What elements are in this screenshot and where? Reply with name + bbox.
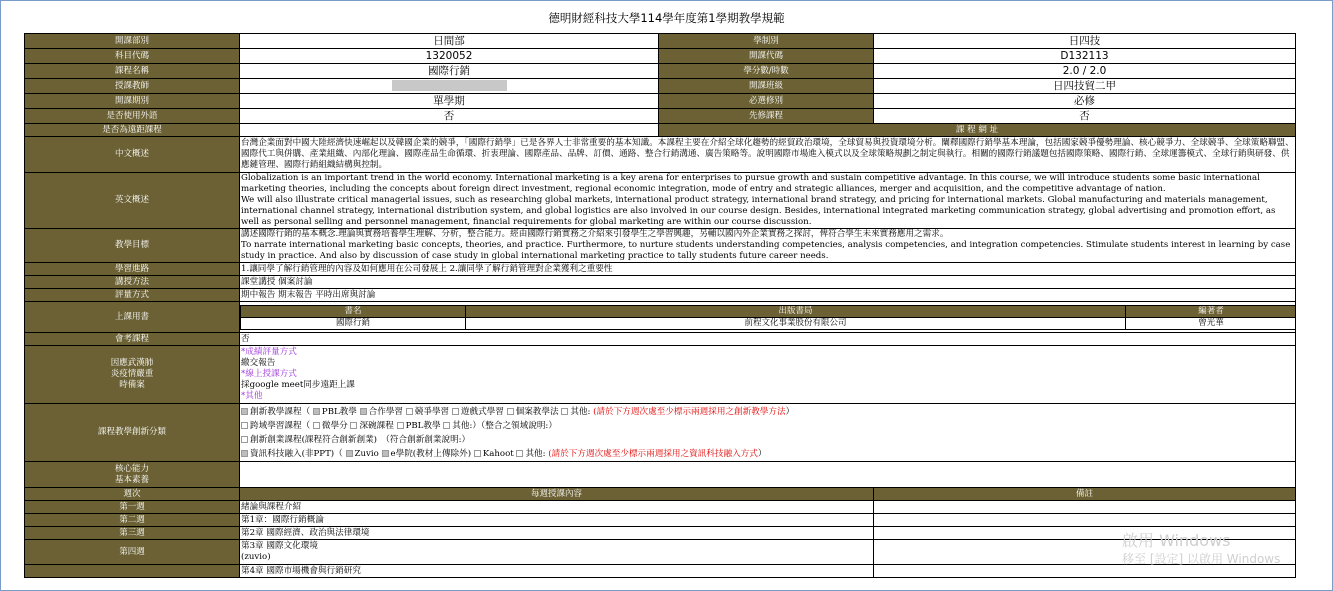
prereq-label: 先修課程	[659, 109, 874, 124]
innovation-cell	[240, 404, 1296, 462]
course-code-label: 開課代碼	[659, 49, 874, 64]
cross-pbl-checkbox[interactable]	[397, 422, 404, 429]
required-value: 必修	[874, 94, 1296, 109]
course-name-value: 國際行銷	[240, 64, 659, 79]
cross-domain-checkbox[interactable]	[241, 422, 248, 429]
it-integration-checkbox[interactable]	[241, 450, 248, 457]
method-label: 講授方法	[25, 276, 240, 289]
week-label: 第一週	[25, 501, 240, 514]
objectives-label: 教學目標	[25, 229, 240, 263]
covid-online-value: 採google meet同步遠距上課	[241, 380, 355, 390]
course-url-label: 課 程 網 址	[659, 124, 1296, 137]
class-label: 開課班級	[659, 79, 874, 94]
dept-label: 開課部別	[25, 34, 240, 49]
foreign-language-label: 是否使用外語	[25, 109, 240, 124]
period-value: 單學期	[240, 94, 659, 109]
week-row	[25, 501, 1296, 514]
zh-summary: 台灣企業面對中國大陸經濟快速崛起以及韓國企業的競爭，「國際行銷學」已是各界人士非常重要的基本知識。本課程主要在介紹全球化趨勢的經貿政治環境，全球貿易與投資環境分析。闡釋國際行銷學基本理論，包括國家競爭優勢理論、核心競爭力、全球競爭、全球策略聯盟、國際代工與併購、產業組織、內部化理論、國際產品生命循環、折衷理論、國際產品、品牌、訂價、通路、整合行銷溝通、廣告策略等。說明國際市場進入模式以及全球策略規劃之制定與執行。相關的國際行銷議題包括國際策略、國際行銷、全球運籌模式、全球行銷與研發、供應鏈管理、國際行銷組織結構與控制。	[240, 137, 1296, 173]
en-summary-para-2: We will also illustrate critical managerial issues, such as researching global markets, international product strategy, international brand strategy, and pricing for international markets. Global manufacturing and materials management, international channel strategy, international distribution system, and global logistics are also involved in our course design. Besides, international integrated marketing communication strategy, global advertising and promotion effort, as well as personal selling and personnel management, financial requirements for global marketing are within our course discussion.	[241, 195, 1276, 227]
innovation-label: 課程教學創新分類	[25, 404, 240, 462]
week-content: 第2章 國際經濟、政治與法律環境	[240, 527, 874, 540]
books-header-publisher: 出版書局	[466, 305, 1126, 317]
class-value: 日四技貿二甲	[874, 79, 1296, 94]
credits-value: 2.0 / 2.0	[874, 64, 1296, 79]
covid-assessment-value: 繳交報告	[241, 358, 276, 368]
credits-label: 學分數/時數	[659, 64, 874, 79]
dept-value: 日間部	[240, 34, 659, 49]
zh-summary-label: 中文概述	[25, 137, 240, 173]
week-content: 第4章 國際市場機會與行銷研究	[240, 565, 874, 578]
innovation-line-1: 創新教學課程（ PBL教學 合作學習 競爭學習 遊戲式學習 個案教學法 其他: (請於下方週次處至少標示兩週採用之創新教學方法）	[241, 405, 1294, 419]
kahoot-checkbox[interactable]	[474, 450, 481, 457]
remote-value	[240, 124, 659, 137]
course-name-label: 課程名稱	[25, 64, 240, 79]
windows-activation-hint: 移至 [設定] 以啟用 Windows	[1122, 552, 1281, 566]
core-literacy-value	[240, 462, 1296, 488]
textbook-label: 上課用書	[25, 302, 240, 333]
covid-other-heading: *其他	[241, 391, 263, 401]
week-row	[25, 514, 1296, 527]
core-literacy-label	[25, 462, 240, 488]
week-label: 第三週	[25, 527, 240, 540]
pathway-label: 學習進路	[25, 263, 240, 276]
covid-assessment-heading: *成績評量方式	[241, 347, 297, 357]
basic-literacy-label: 基本素養	[114, 474, 149, 485]
covid-label	[25, 346, 240, 404]
en-summary-label: 英文概述	[25, 173, 240, 229]
core-ability-label: 核心能力	[114, 463, 149, 474]
weeks-header-content: 每週授課內容	[240, 488, 874, 501]
weeks-header-week: 週次	[25, 488, 240, 501]
books-header-author: 編著者	[1126, 305, 1296, 317]
week-note	[874, 501, 1296, 514]
covid-label-line-3: 時備案	[119, 380, 145, 390]
redacted-teacher-name	[392, 80, 507, 91]
page-title: 德明財經科技大學114學年度第1學期教學規範	[548, 11, 785, 25]
book-title: 國際行銷	[241, 317, 466, 329]
system-label: 學制別	[659, 34, 874, 49]
method-value: 課堂講授 個案討論	[240, 276, 1296, 289]
week-label: 第二週	[25, 514, 240, 527]
books-table	[240, 305, 1296, 330]
system-value: 日四技	[874, 34, 1296, 49]
exam-label: 會考課程	[25, 333, 240, 346]
week-row	[25, 540, 1296, 565]
it-other-checkbox[interactable]	[516, 450, 523, 457]
en-summary	[240, 173, 1296, 229]
required-label: 必選修別	[659, 94, 874, 109]
deep-bowl-checkbox[interactable]	[350, 422, 357, 429]
game-learning-checkbox[interactable]	[452, 408, 459, 415]
teacher-label: 授課教師	[25, 79, 240, 94]
subject-code-label: 科目代碼	[25, 49, 240, 64]
covid-label-line-1: 因應武漢肺	[110, 358, 154, 368]
case-teaching-checkbox[interactable]	[507, 408, 514, 415]
books-header-title: 書名	[241, 305, 466, 317]
cooperative-learning-checkbox[interactable]	[360, 408, 367, 415]
week-label	[25, 565, 240, 578]
textbook-cell	[240, 302, 1296, 333]
week-note	[874, 514, 1296, 527]
book-author: 曾光華	[1126, 317, 1296, 329]
week-row	[25, 527, 1296, 540]
innovation-line-3: 創新創業課程(課程符合創新創業) （符合創新創業說明:）	[241, 433, 1294, 447]
prereq-value: 否	[874, 109, 1296, 124]
competitive-learning-checkbox[interactable]	[406, 408, 413, 415]
innovative-teaching-checkbox[interactable]	[241, 408, 248, 415]
covid-label-line-2: 炎疫情嚴重	[110, 369, 154, 379]
week-label: 第四週	[25, 540, 240, 565]
pbl-checkbox[interactable]	[313, 408, 320, 415]
micro-credit-checkbox[interactable]	[313, 422, 320, 429]
book-row	[241, 317, 1296, 329]
innovation-line-2: 跨域學習課程（ 微學分 深碗課程 PBL教學 其他:）（整合之領域說明:）	[241, 419, 1294, 433]
week-row	[25, 565, 1296, 578]
covid-online-heading: *線上授課方式	[241, 369, 297, 379]
exam-value: 否	[240, 333, 1296, 346]
remote-label: 是否為遠距課程	[25, 124, 240, 137]
period-label: 開課期別	[25, 94, 240, 109]
weeks-header-note: 備註	[874, 488, 1296, 501]
teacher-value	[240, 79, 659, 94]
objectives-en: To narrate international marketing basic concepts, theories, and practice. Furthermore, to nurture students understanding competencies, analysis competencies, and integration competencies. Stimulate students interest in learning by case study in practice. And also by discussion of case study in global international marketing practice to tally students future career needs.	[241, 240, 1291, 261]
week-content: 第1章：國際行銷概論	[240, 514, 874, 527]
covid-plan	[240, 346, 1296, 404]
week-note	[874, 527, 1296, 540]
zuvio-checkbox[interactable]	[346, 450, 353, 457]
course-code-value: D132113	[874, 49, 1296, 64]
innovation-line-4: 資訊科技融入(非PPT)（ Zuvio e學院(教材上傳除外) Kahoot 其他: (請於下方週次處至少標示兩週採用之資訊科技融入方式）	[241, 447, 1294, 461]
cross-other-checkbox[interactable]	[443, 422, 450, 429]
assessment-value: 期中報告 期末報告 平時出席與討論	[240, 289, 1296, 302]
en-summary-para-1: Globalization is an important trend in the world economy. International marketing is a key arena for enterprises to pursue growth and sustain competitive advantage. In this course, we will introduce students some basic international marketing theories, including the concepts about foreign direct investment, regional economic integration, mode of entry and strategic alliances, merger and acquisition, and the competitive advantage of nation.	[241, 173, 1260, 194]
subject-code-value: 1320052	[240, 49, 659, 64]
entrepreneurship-checkbox[interactable]	[241, 436, 248, 443]
other-teaching-checkbox[interactable]	[561, 408, 568, 415]
objectives-zh: 講述國際行銷的基本概念.理論與實務培養學生理解、分析，整合能力。經由國際行銷實務之介紹來引發學生之學習興趣，另輔以國內外企業實務之探討，俾符合學生未來實務應用之需求。	[241, 229, 949, 239]
week-content: 緒論與課程介紹	[240, 501, 874, 514]
foreign-language-value: 否	[240, 109, 659, 124]
e-college-checkbox[interactable]	[382, 450, 389, 457]
pathway-value: 1.讓同學了解行銷管理的內容及如何應用在公司發展上 2.讓同學了解行銷管理對企業獲利之重要性	[240, 263, 1296, 276]
windows-activation-watermark: 啟用 Windows	[1122, 531, 1231, 550]
assessment-label: 評量方式	[25, 289, 240, 302]
book-publisher: 前程文化事業股份有限公司	[466, 317, 1126, 329]
syllabus-table	[24, 33, 1296, 578]
objectives	[240, 229, 1296, 263]
week-content: 第3章 國際文化環境 (zuvio)	[240, 540, 874, 565]
